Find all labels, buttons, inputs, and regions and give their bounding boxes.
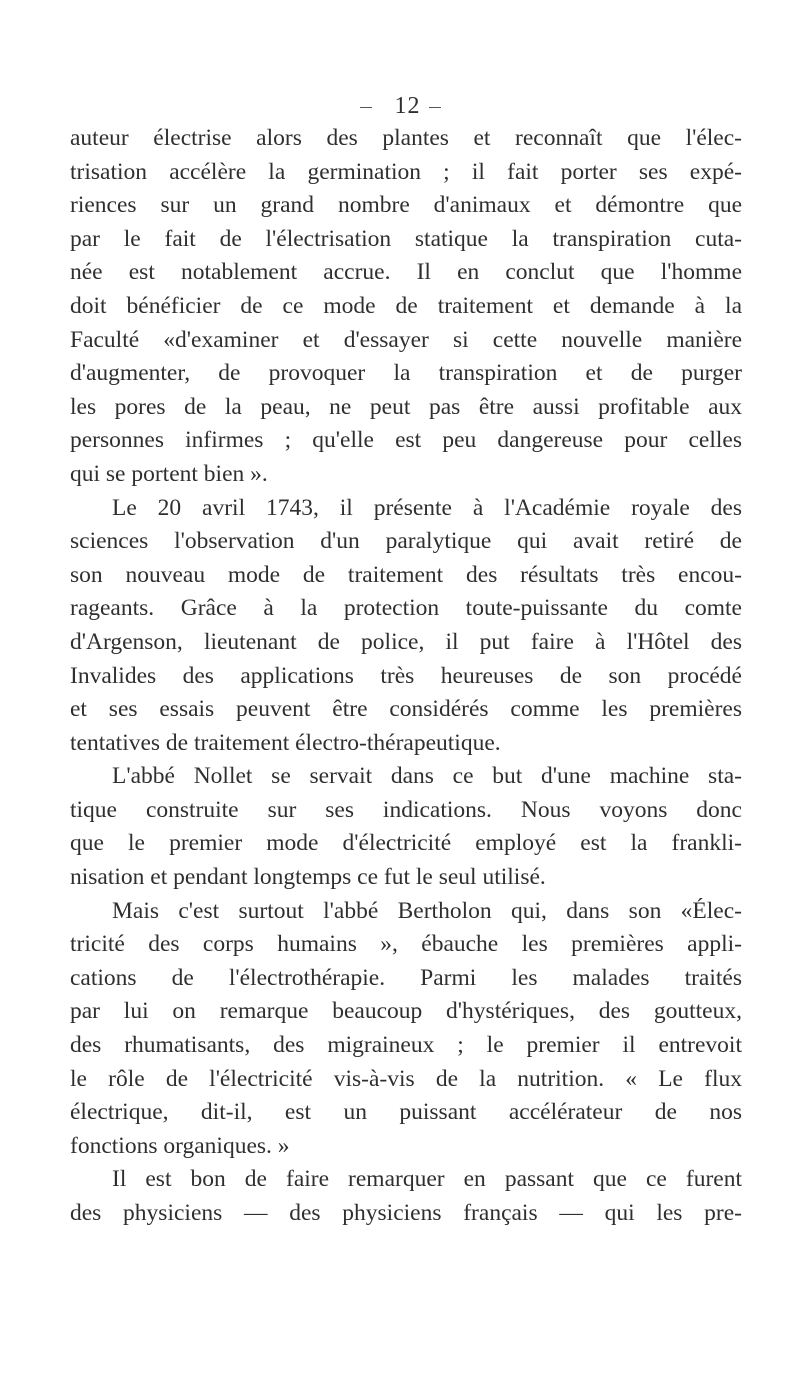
text-line: doit bénéficier de ce mode de traitement et demande à la <box>70 292 742 319</box>
text-line: électrique, dit-il, est un puissant accélérateur de nos <box>70 1099 742 1126</box>
text-line: Il est bon de faire remarquer en passant que ce furent <box>112 1166 742 1193</box>
text-line: par le fait de l'électrisation statique la transpiration cuta- <box>70 225 742 252</box>
page-number: 12 <box>394 93 421 119</box>
text-line: que le premier mode d'électricité employé est la frankli- <box>70 830 742 857</box>
text-line: tentatives de traitement électro-thérapeutique. <box>70 729 501 756</box>
text-line: cations de l'électrothérapie. Parmi les malades traités <box>70 964 742 991</box>
text-line: fonctions organiques. » <box>70 1132 290 1159</box>
text-line: L'abbé Nollet se servait dans ce but d'une machine sta- <box>112 763 742 790</box>
text-line: d'augmenter, de provoquer la transpiration et de purger <box>70 360 742 387</box>
text-line: les pores de la peau, ne peut pas être aussi profitable aux <box>70 393 742 420</box>
text-line: personnes infirmes ; qu'elle est peu dangereuse pour celles <box>70 427 742 454</box>
text-line: son nouveau mode de traitement des résultats très encou- <box>70 561 742 588</box>
text-line: rageants. Grâce à la protection toute-puissante du comte <box>70 595 742 622</box>
header-dash-left <box>360 107 372 109</box>
text-line: riences sur un grand nombre d'animaux et démontre que <box>70 192 742 219</box>
text-line: auteur électrise alors des plantes et reconnaît que l'élec- <box>70 125 742 151</box>
text-line: tique construite sur ses indications. Nous voyons donc <box>70 796 742 823</box>
text-line: trisation accélère la germination ; il fait porter ses expé- <box>70 158 742 185</box>
text-line: Le 20 avril 1743, il présente à l'Académie royale des <box>112 494 742 521</box>
text-line: des physiciens — des physiciens français — qui les pre- <box>70 1200 742 1226</box>
text-line: sciences l'observation d'un paralytique qui avait retiré de <box>70 528 742 555</box>
text-line: par lui on remarque beaucoup d'hystériques, des goutteux, <box>70 998 742 1025</box>
text-line: qui se portent bien ». <box>70 460 268 487</box>
header-dash-right <box>429 107 441 109</box>
text-line: Mais c'est surtout l'abbé Bertholon qui, dans son «Élec- <box>112 897 742 924</box>
text-line: Faculté «d'examiner et d'essayer si cette nouvelle manière <box>70 326 742 353</box>
text-line: tricité des corps humains », ébauche les premières appli- <box>70 931 742 958</box>
page-header <box>0 90 800 124</box>
text-line: née est notablement accrue. Il en conclut que l'homme <box>70 259 742 286</box>
text-line: et ses essais peuvent être considérés comme les premières <box>70 696 742 723</box>
text-line: le rôle de l'électricité vis-à-vis de la nutrition. « Le flux <box>70 1065 742 1092</box>
text-line: des rhumatisants, des migraineux ; le premier il entrevoit <box>70 1032 742 1059</box>
text-line: nisation et pendant longtemps ce fut le seul utilisé. <box>70 864 546 891</box>
text-line: d'Argenson, lieutenant de police, il put faire à l'Hôtel des <box>70 628 742 655</box>
body-text <box>70 122 742 1231</box>
text-line: Invalides des applications très heureuses de son procédé <box>70 662 742 689</box>
